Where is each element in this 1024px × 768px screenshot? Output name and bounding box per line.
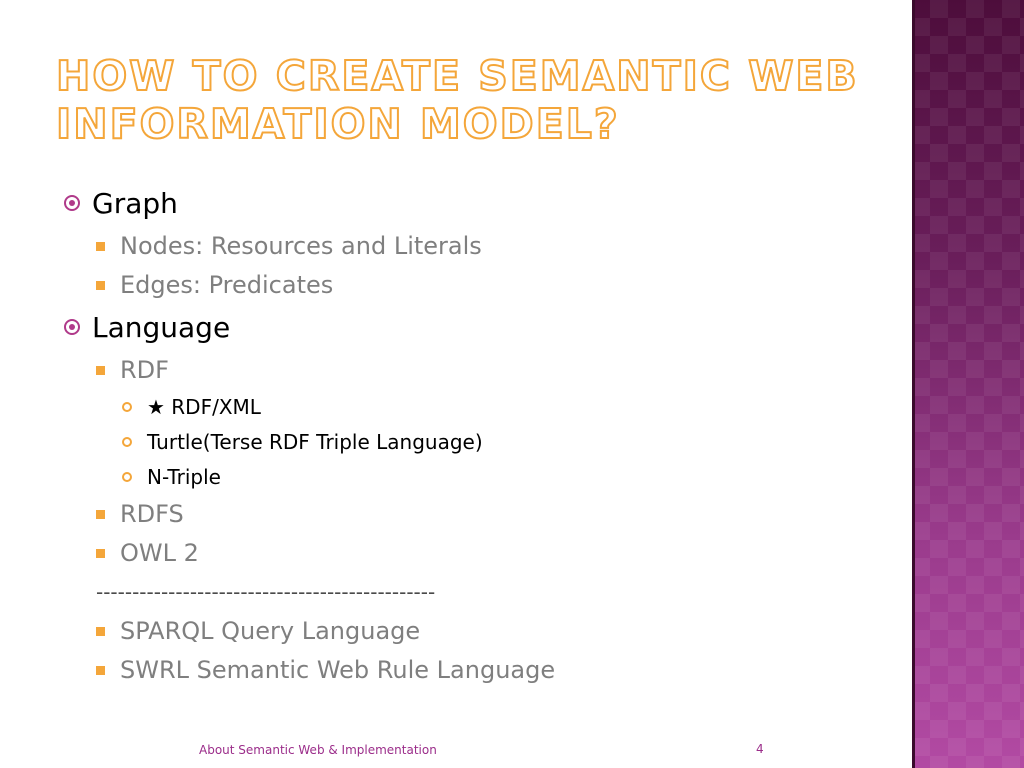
- footer-text: About Semantic Web & Implementation: [199, 743, 437, 757]
- list-item: [62, 650, 902, 689]
- circle-bullet-icon: [64, 319, 80, 335]
- item-text: N-Triple: [147, 464, 221, 489]
- list-item: [62, 611, 902, 650]
- dashed-separator: [62, 572, 902, 611]
- diamond-pattern: [912, 0, 1024, 768]
- panel-edge: [912, 0, 915, 768]
- square-bullet-icon: [96, 366, 105, 375]
- square-bullet-icon: [96, 666, 105, 675]
- item-text: Graph: [92, 186, 178, 220]
- bullet-list: [62, 180, 902, 689]
- item-text: SWRL Semantic Web Rule Language: [120, 655, 556, 684]
- item-text: Edges: Predicates: [120, 270, 334, 299]
- square-bullet-icon: [96, 549, 105, 558]
- list-item: [62, 304, 902, 350]
- list-item: [62, 533, 902, 572]
- circle-bullet-icon: [64, 195, 80, 211]
- list-item: [62, 459, 902, 494]
- square-bullet-icon: [96, 627, 105, 636]
- item-text: SPARQL Query Language: [120, 616, 421, 645]
- square-bullet-icon: [96, 510, 105, 519]
- item-text: RDF: [120, 355, 169, 384]
- list-item: [62, 350, 902, 389]
- list-item: [62, 180, 902, 226]
- list-item: [62, 424, 902, 459]
- decorative-side-panel: [912, 0, 1024, 768]
- page-number: 4: [756, 742, 764, 756]
- item-text: RDFS: [120, 499, 184, 528]
- ring-bullet-icon: [122, 402, 132, 412]
- square-bullet-icon: [96, 281, 105, 290]
- separator-text: -----------------------------------------------: [96, 579, 436, 604]
- ring-bullet-icon: [122, 437, 132, 447]
- list-item: [62, 226, 902, 265]
- item-text: Turtle(Terse RDF Triple Language): [147, 429, 483, 454]
- list-item: [62, 265, 902, 304]
- item-text: Nodes: Resources and Literals: [120, 231, 482, 260]
- ring-bullet-icon: [122, 472, 132, 482]
- item-text: Language: [92, 310, 231, 344]
- list-item: [62, 494, 902, 533]
- square-bullet-icon: [96, 242, 105, 251]
- list-item: [62, 389, 902, 424]
- item-text: ★ RDF/XML: [147, 394, 261, 419]
- slide-title: HOW TO CREATE SEMANTIC WEB INFORMATION MODEL?: [56, 52, 859, 148]
- item-text: OWL 2: [120, 538, 199, 567]
